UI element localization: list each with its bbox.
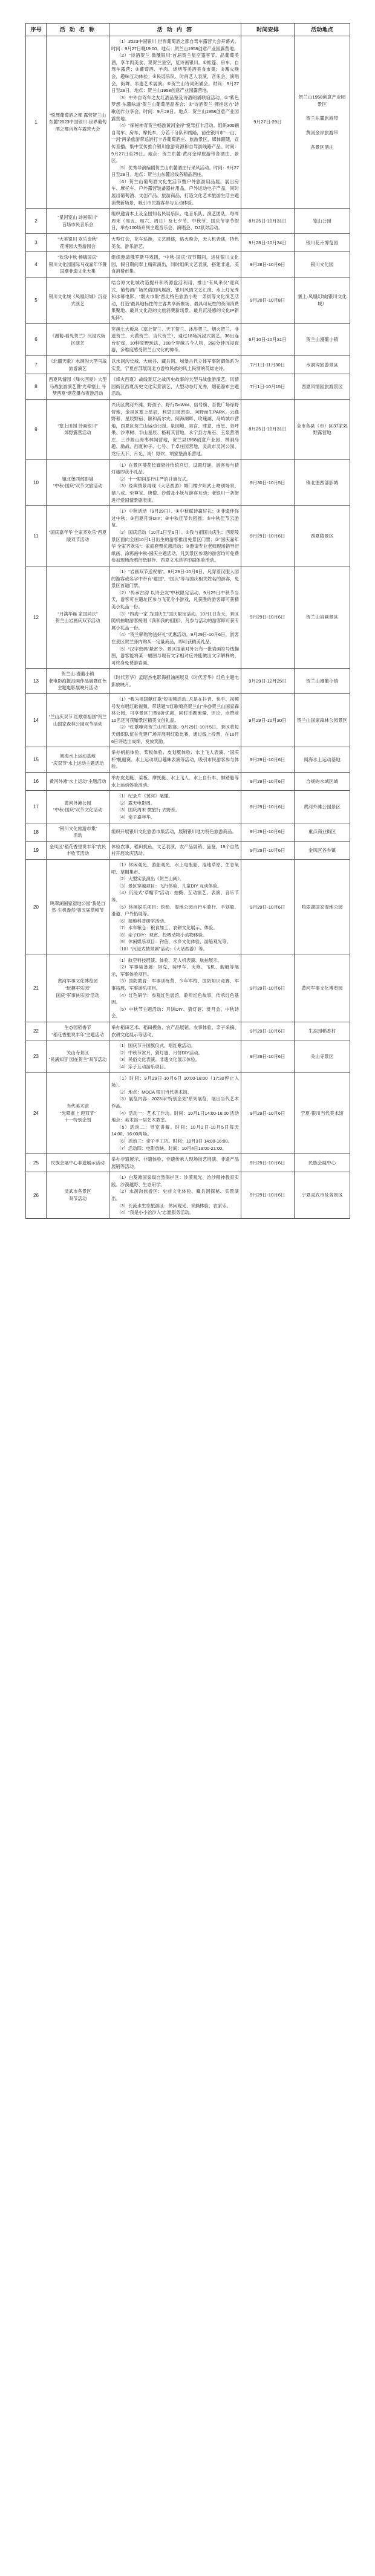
table-row xyxy=(26,566,350,668)
content-paragraph: （1）“我为祖国献红歌”短视频活动. 凡是在抖音、快手、视频号发布唱红歌视频，带话题“#红歌嘹亮贺兰山”并@贺兰山国家森林公园，可享景区门票8折优惠，同时话题流量、评论、点赞前10名还可获赠景区精美文创礼品。 xyxy=(111,696,239,723)
table-row xyxy=(26,323,350,355)
activity-time: 9月28日-10月6日 xyxy=(241,252,295,277)
content-paragraph: （2）大型实景演出《贺兰山阙》。 xyxy=(117,876,184,882)
content-paragraph: （4）亲子互动游乐项目。 xyxy=(117,1063,169,1069)
table-row xyxy=(26,209,350,234)
content-paragraph: （4）沉浸式“草帽节”活动：拍摄、互动演艺、表演、音乐节等。 xyxy=(111,890,239,903)
row-index: 14 xyxy=(26,694,47,747)
content-paragraph: （3）“四海一家 为国庆生”国庆限定活动。10月1日当天，景区随机抽取游客接唱《我和我的祖国》，凡参与活动的游客即可获专属小礼品一份。 xyxy=(111,611,239,631)
row-index: 7 xyxy=(26,355,47,374)
content-paragraph: 结合原文化城改造提升和资源盘活利用，推出“有凤来仪”迎宾式、葡萄酒广场民俗国风展演、银川风情文艺汇演、水上灯光秀和水幕电影、“烟火市集”西北特色旅游小吃一条街等文化演艺活动，打造“最具地标性的主客共享新聚场、最具可玩性的夜间消费集聚地、最具文化范的文旅消费新场景、最具沉浸感的文化IP新矩阵”。 xyxy=(111,280,239,320)
table-row xyxy=(26,669,350,694)
content-paragraph: （10）“沉浸式情景剧”活动：《大话西游》等。 xyxy=(117,946,207,952)
table-row xyxy=(26,234,350,252)
table-row xyxy=(26,1040,350,1072)
activity-content xyxy=(109,841,241,859)
place-entry: 塞上·凤凰幻城(银川文化城） xyxy=(298,294,347,307)
activity-name: 黄河军事文化博览园 “玩趣军乐园” 国庆“军事快乐园”活动 xyxy=(47,955,109,1022)
activity-time: 9月29日-10月6日 xyxy=(241,859,295,955)
activity-content xyxy=(109,234,241,252)
content-paragraph: （4）亲子嘉年华。 xyxy=(117,814,155,820)
activity-name: 灵武市各景区 双节活动 xyxy=(47,1172,109,1219)
activity-content xyxy=(109,36,241,209)
activity-place xyxy=(295,1022,350,1040)
content-paragraph: （2）露天电影周。 xyxy=(117,800,155,806)
row-index: 25 xyxy=(26,1154,47,1172)
activity-time: 9月20日-10月8日 xyxy=(241,277,295,324)
table-row xyxy=(26,252,350,277)
content-paragraph: 以水洞沟长城、大峡谷、藏兵洞、城堡古代立体军事防御体系为实景，宁夏首部展现北方游牧民族的风土民情的英雄史诗。 xyxy=(111,358,239,371)
activity-time: 9月29日-10月6日 xyxy=(241,506,295,566)
activity-place xyxy=(295,323,350,355)
activity-name: “悦驾葡萄酒之都 露营贺兰山东麓”2023中国银川·世界葡萄酒之都自驾车露营大会 xyxy=(47,36,109,209)
activity-name: “兰山庆双节 红歌颂祖国”贺兰山国家森林公园双节活动 xyxy=(47,694,109,747)
content-paragraph: 举办帆船体验、桨板体验、皮划艇体验、水上飞人表演、“国庆杯”帆船赛、水上运动项目趣味表演等活动，吸引市民游客参与体验。 xyxy=(111,750,239,770)
activity-content xyxy=(109,355,241,374)
content-paragraph: （5）“汉字密码”悬赏令。景区提前对外公布一批岩画符号线描图，游客能将某一幅图与现有文字相对应并能做出文字解释的，可终身免费游岩画。 xyxy=(111,646,239,666)
content-paragraph: （1）中秋活动（9月29日）。①中秋赋诗赢好礼；②非遗伴你过中秋；③西夏月饼DIY；④中秋佳节共团圆；⑤中秋佳节云游览。 xyxy=(111,508,239,528)
activity-name: 民族会展中心非遗展示活动 xyxy=(47,1154,109,1172)
activity-content xyxy=(109,1040,241,1072)
content-paragraph: （4）活动一：艺术工作坊。时间：10月1日14:00-16:00 活动地点：美术馆一层艺术教室。 xyxy=(111,1110,239,1123)
activity-place xyxy=(295,399,350,459)
table-row xyxy=(26,277,350,324)
content-paragraph: （3）景区穿越项目：飞行体验、儿童DIY 互动体验。 xyxy=(117,883,222,889)
activity-name: 黄河外滩公园 “中秋-国庆”双节文化活动 xyxy=(47,791,109,823)
row-index: 20 xyxy=(26,859,47,955)
content-paragraph: 《烽火西夏》战线夏辽之战历史故事的大型马战旅游演艺，风情园街区西夏历史文化实景演艺，大型动态灯光秀，烟花瀑布主题活动。 xyxy=(111,377,239,397)
place-entry: 鸣翠湖国家湿地公园 xyxy=(301,904,343,910)
activity-name: 《北疆天歌》水洞沟大型马战旅游演艺 xyxy=(47,355,109,374)
activity-content xyxy=(109,859,241,955)
content-paragraph: （4）红色研学：参观红色展馆，聆听红色故事，传承红色基因。 xyxy=(111,992,239,1005)
table-row xyxy=(26,791,350,823)
row-index: 16 xyxy=(26,773,47,791)
activity-content xyxy=(109,374,241,400)
content-paragraph: （3）经典情景再现《大话西游》城门楼夕阳武士吻别场景，猪八戒、至尊宝、唐僧、沙僧及小妖与游客互动；老银川一条街进行爱国情景剧表演。 xyxy=(111,483,239,503)
activity-content xyxy=(109,252,241,277)
activity-place xyxy=(295,1040,350,1072)
table-row xyxy=(26,859,350,955)
content-paragraph: （2）国庆活动（10月1日至6日）。①我与祖国共庆生：西夏陵景区面向全国10月1日出生的游客推出免景区门票；②“国庆嘉年华 全家齐欢乐”：家庭套票优惠活动；③邀请专业老师现场指导衍纸画、涂鸦画中秋-国庆主题活动，凡到景区参观的游客均可免费参加现场涂鸦衍纸制作、西夏文木活字印刷体验活动。 xyxy=(111,530,239,563)
content-paragraph: （2）军事装备展：坦克、装甲车、火炮、飞机、舰艇等展示，军事体验项目。 xyxy=(111,964,239,977)
table-body xyxy=(26,36,350,1219)
activity-content xyxy=(109,747,241,773)
activity-name: “大美银川 欢乐金秋” 花博园大型游园会 xyxy=(47,234,109,252)
row-index: 24 xyxy=(26,1072,47,1154)
content-paragraph: 组织邀请本土及全国知名民谣乐队、电音乐队、演艺团队，每周周末（周五、周六、周日）及七夕节、中秋节、国庆节等节假日，举办100场系列主题音乐会、演唱会、DJ派对活动。 xyxy=(111,211,239,231)
row-index: 15 xyxy=(26,747,47,773)
row-index: 19 xyxy=(26,841,47,859)
table-row xyxy=(26,1022,350,1040)
activity-time: 9月29日-10月6日 xyxy=(241,955,295,1022)
activity-name: 黄河外滩“水上运动”主题活动 xyxy=(47,773,109,791)
place-entry: 水洞沟旅游景区 xyxy=(305,362,339,368)
activity-time: 9月29日-12月25日 xyxy=(241,669,295,694)
place-entry: 贺兰山岩画景区 xyxy=(305,614,339,620)
activity-content xyxy=(109,323,241,355)
table-row xyxy=(26,506,350,566)
activity-content xyxy=(109,791,241,823)
activity-time: 9月29日-10月6日 xyxy=(241,1172,295,1219)
content-paragraph: （6）活动三：亲子手工坊。时间：10月3日 14:00-16:00。 xyxy=(117,1138,232,1144)
activity-time: 9月29日-10月6日 xyxy=(241,1040,295,1072)
activity-name: “银川文化旅游市集” 活动 xyxy=(47,823,109,841)
activity-place xyxy=(295,234,350,252)
activity-name: “星河览山 诗画银川” 百场市民音乐会 xyxy=(47,209,109,234)
activity-place xyxy=(295,252,350,277)
content-paragraph: （9）休闲娱乐项目：钓鱼、水乡文化体验、游船观光等。 xyxy=(117,939,231,945)
content-paragraph: 举办非遗展示、非遗体验、非遗传承人现场技艺展演、非遗产品展销等活动。 xyxy=(111,1157,239,1169)
content-paragraph: 兴庆区黄河外滩、野孩子、野行GoWild、信号旗、吾悦广场绿野营地，金凤区塞上星辰、利思田园密语、向野而生PARK、云逸野奢、星辰野宿、颐和高尔夫、阅海湖畔、玫瑰湖、岛屿城市营地，西夏区贺兰山运动公园、泉园地、昊宫、肆意、南星、青坪果、沙枣树、半山星辰、格莉其营地，永宁县方角石、玉泉营酒庄、三沙源山海枣林间营地，贺兰县1958创意产业园、林涧岛趣、励战、西夏种子、七号、千卓庄园营地，灵武市灵河公园、龙行天下、月光、海！野炊、胡家堡渔乐营地。 xyxy=(111,401,239,457)
row-index: 13 xyxy=(26,669,47,694)
row-index: 2 xyxy=(26,209,47,234)
content-paragraph: （1）白芨滩国家级自然保护区：沙漠观光、治沙精神教育实践、沙漠越野、生态研学。 xyxy=(111,1175,239,1187)
activity-time: 9月29日-10月6日 xyxy=(241,791,295,823)
activity-time: 6月10日-10月31日 xyxy=(241,323,295,355)
row-index: 23 xyxy=(26,1040,47,1072)
place-entry: 各景区酒庄 xyxy=(310,144,334,150)
table-row xyxy=(26,36,350,209)
activity-place xyxy=(295,209,350,234)
activity-name: “塞上田园 诗画银川” 郊野露营活动 xyxy=(47,399,109,459)
column-header-time: 时间安排 xyxy=(241,24,295,36)
place-entry: 镇北堡西部影城 xyxy=(305,479,339,485)
content-paragraph: （2）十一期间举行庄严的升旗仪式。 xyxy=(117,476,191,482)
activity-name: 银川文化城《凤凰幻城》沉浸式演艺 xyxy=(47,277,109,324)
place-entry: 贺兰山漫葡小镇 xyxy=(305,336,339,342)
table-row xyxy=(26,747,350,773)
activity-time: 9月27日-29日 xyxy=(241,36,295,209)
activity-time: 9月29日-10月6日 xyxy=(241,823,295,841)
content-paragraph: （1）国庆节升国旗仪式、唱红歌活动。 xyxy=(117,1043,195,1049)
column-header-place: 活动地点 xyxy=(295,24,350,36)
content-paragraph: 组织邀请俄罗斯马戏团，“中秋-国庆”双节期间，进驻银川文化园，假日期间奉上精彩演出，同时组织文艺表演，搭建非遗、美食消费市集。 xyxy=(111,255,239,274)
row-index: 5 xyxy=(26,277,47,324)
column-header-no: 序号 xyxy=(26,24,47,36)
content-paragraph: （5）优秀导演编剧贺兰山东麓酒庄行采风活动。时间：9月27日至29日。地点：贺兰山东麓沿线各精品酒庄。 xyxy=(111,164,239,178)
activity-place xyxy=(295,669,350,694)
place-entry: 西夏风情园旅游景区 xyxy=(301,383,343,389)
row-index: 3 xyxy=(26,234,47,252)
row-index: 9 xyxy=(26,399,47,459)
table-row xyxy=(26,694,350,747)
activity-time: 9月28日-10月24日 xyxy=(241,234,295,252)
table-header-row xyxy=(26,24,350,36)
activity-name: 阅海水上运动基地 “庆双节”水上运动主题活动 xyxy=(47,747,109,773)
activity-content xyxy=(109,399,241,459)
activity-content xyxy=(109,694,241,747)
content-paragraph: （1）时间：9月29日-10月6日 10:00-18:00（17:30停止入场）。 xyxy=(111,1075,239,1088)
content-paragraph: 举办稻田艺术、稻田摸鱼、农产品展销、农事体验、亲子采摘、农耕文化展示等活动。 xyxy=(111,1025,239,1037)
content-paragraph: （6）贺兰山葡萄酒文化生活节暨户外旅游用品展。展出房车、摩托车、户外露营装备器材用品，户外运动电子产品，同时展出葡萄酒、文创产品、旅游商品，打造文化艺术旅游生活主题消费新场景，吸引市民游客参与互动体验。 xyxy=(111,178,239,206)
activity-time: 9月29日-10月6日 xyxy=(241,841,295,859)
content-paragraph: （4）“我是小小治沙人”志愿服务活动。 xyxy=(117,1210,194,1216)
content-paragraph: （1）休闲观光、游船观光、水上电瓶船、湿地草原、生态氧吧、草帽集市。 xyxy=(111,861,239,875)
activity-name: 当代美术馆 “光晕塞上 迎双节” 十一特别企划 xyxy=(47,1072,109,1154)
activity-time: 9月29日-10月6日 xyxy=(241,566,295,668)
document-page xyxy=(0,0,375,1243)
content-paragraph: （3）长流水生态旅游区：休闲观光、采摘体验、农家乐。 xyxy=(117,1202,231,1209)
place-entry: 贺兰山漫葡小镇 xyxy=(305,678,339,684)
activity-place xyxy=(295,1154,350,1172)
content-paragraph: （6）湿地科普研学活动。 xyxy=(117,918,169,924)
activity-name: 镇北堡西部影城 “中秋-国庆”双节文旅活动 xyxy=(47,459,109,506)
activity-place xyxy=(295,955,350,1022)
place-entry: 银川花卉博览园 xyxy=(305,239,339,245)
table-row xyxy=(26,841,350,859)
activity-time: 9月29日-10月6日 xyxy=(241,1022,295,1040)
activity-name: “欢乐中秋 畅嗨国庆” 银川文化园国际马戏嘉年华暨国潮非遗文化大集 xyxy=(47,252,109,277)
content-paragraph: （2）“诗酒贺兰 微醺银川”首届贺兰星空篷客节。品葡萄美酒，享羊肉美食，观贺兰星空，览诗画银川。①帐篷、房车、自驾车露营；②葡萄酒、羊肉、烧烤等美酒美食市集；③篝火晚会，趣味互动体验；④民谣乐队、时尚艺人表演，音乐会、演唱会，街舞、非遗艺术展演；⑤贺兰山诗词朗诵会。时间：9月27日至29日。地点：贺兰山1958创意产业园露营地。 xyxy=(111,53,239,94)
activity-place xyxy=(295,694,350,747)
content-paragraph: （1）航空科技展演、体验、无人机表演、航拍展示。 xyxy=(117,957,223,963)
table-row xyxy=(26,374,350,400)
activity-place xyxy=(295,1172,350,1219)
activity-place xyxy=(295,36,350,209)
content-paragraph: （1）2023中国银川·世界葡萄酒之都自驾车露营大会开幕式。时间：9月27日晚19:00。地点：贺兰山1958创意产业园露营地。 xyxy=(111,39,239,51)
activity-content xyxy=(109,277,241,324)
content-paragraph: 组织开展银川文化旅游市集活动，展销银川地方特色旅游商品。 xyxy=(111,829,236,835)
content-paragraph: （7）活动四：电影放映。时间：10月4日19:00-21:00。 xyxy=(117,1145,227,1151)
place-entry: 贺兰山国家森林公园景区 xyxy=(296,717,348,723)
place-entry: 宁夏·银川当代美术馆 xyxy=(301,1110,344,1116)
table-row xyxy=(26,459,350,506)
activity-place xyxy=(295,823,350,841)
activity-place xyxy=(295,277,350,324)
row-index: 22 xyxy=(26,1022,47,1040)
table-row xyxy=(26,773,350,791)
place-entry: 黄河外滩公园景区 xyxy=(304,803,341,809)
activity-content xyxy=(109,1154,241,1172)
table-row xyxy=(26,955,350,1022)
activity-content xyxy=(109,1172,241,1219)
content-paragraph: 穿越七大板块（塞上贺兰、天下贺兰、沐浴贺兰、烟火贺兰、非遗贺兰、大漠贺兰、当代贺兰），通过18场沉浸式演艺，36出连台好戏，10种狂野玩法，168个穿越古今人物，268分钟沉浸夜游，多维度感受贺兰山文化的神奇。 xyxy=(111,326,239,353)
activity-schedule-table xyxy=(25,23,350,1219)
place-entry: 黄河金岸旅游带 xyxy=(305,129,339,135)
activity-time: 9月29日-10月6日 xyxy=(241,1154,295,1172)
content-paragraph: （4）“探秘神奇贺兰畅游黄河金岸”悦驾打卡活动。组织300辆自驾车、房车、摩托车，分若干分队和线路，前往银川市“一山、一河”两条旅游带巡游打卡各葡萄酒庄、旅游景区，媒体跟随，宣传直播，集中宣传推介银川旅游资源和自驾游线路产品。时间：9月27日至29日。地点：贺兰东麓-黄河金岸旅游带各酒庄、景区。 xyxy=(111,123,239,164)
activity-place xyxy=(295,459,350,506)
activity-name: 《漫葡·看见贺兰》沉浸式街区演艺 xyxy=(47,323,109,355)
table-row xyxy=(26,355,350,374)
content-paragraph: （3）中外自驾车之友红酒品鉴及诗酒朗诵联谊活动。①“紫色梦想·东麓味道”贺兰山葡萄酒品鉴会；②“诗酒贺兰·拥抱远方”诗歌创作分享会。时间：9月28日。地点：贺兰山1958创意产业园露营地。 xyxy=(111,94,239,122)
place-entry: 宁夏灵武市及各景区 xyxy=(301,1192,343,1198)
activity-place xyxy=(295,355,350,374)
content-paragraph: （5）中秋节主题活动：月饼DIY、猜灯谜、赏月会、中秋诗会。 xyxy=(111,1006,239,1019)
row-index: 8 xyxy=(26,374,47,400)
activity-time: 8月25日-10月31日 xyxy=(241,209,295,234)
content-paragraph: （2）“传承古韵 以诗会友”中秋限定活动。9月29日中秋节当天，游客可在遗址区参与飞花令小游戏，凡获胜的游客即可获精美小礼品一份。 xyxy=(111,589,239,609)
place-entry: 览山公园 xyxy=(313,218,331,224)
table-head xyxy=(26,24,350,36)
activity-name: “国庆嘉年华 全家齐欢乐”西夏陵双节活动 xyxy=(47,506,109,566)
activity-time: 7月1日-10月15日 xyxy=(241,374,295,400)
content-paragraph: （2）地点：MOCA 银川当代美术馆。 xyxy=(117,1089,192,1095)
content-paragraph: （2）水洞沟旅游区：史前文化体验、藏兵洞探秘、实景演出。 xyxy=(111,1189,239,1202)
activity-place xyxy=(295,791,350,823)
content-paragraph: （5）活动二：导览讲解。时间：10月2日-10月5日每天14:00、16:00两场。 xyxy=(111,1124,239,1137)
activity-time: 9月29日-10月6日 xyxy=(241,773,295,791)
place-entry: 银川文化园 xyxy=(310,261,334,267)
row-index: 26 xyxy=(26,1172,47,1219)
content-paragraph: 大型灯会，花车巡游，文艺展演，焰火晚会，无人机表演，特色美食，游乐游艺。 xyxy=(111,236,239,249)
activity-time: 9月30日-10月5日 xyxy=(241,459,295,506)
row-index: 17 xyxy=(26,791,47,823)
activity-time: 7月1日-11月30日 xyxy=(241,355,295,374)
content-paragraph: （8）亲子DIY：观赏、投喂动物小动物体验。 xyxy=(117,932,207,938)
activity-place xyxy=(295,1072,350,1154)
activity-name: 贺兰山·漫葡小镇 老电影海报油画作品展暨红色主题电影展映月活动 xyxy=(47,669,109,694)
activity-name: 生态园稻香节 “稻花香里说丰年”主题活动 xyxy=(47,1022,109,1040)
content-paragraph: （3）展览内容：2023年“特别企划”系列展览，展出当代艺术作品。 xyxy=(111,1096,239,1109)
row-index: 4 xyxy=(26,252,47,277)
content-paragraph: 体验农事，稻田捉鱼，文艺表演，农产品展销、品鉴，19个自然村开展欢庆活动。 xyxy=(111,843,239,857)
place-entry: 民族会展中心 xyxy=(308,1160,336,1166)
activity-place xyxy=(295,747,350,773)
table-row xyxy=(26,823,350,841)
activity-content xyxy=(109,209,241,234)
content-paragraph: （3）国防教育：军事训练营、少年军校、国防知识竞赛、军事拓展、军事游乐项目。 xyxy=(111,978,239,991)
activity-name: 西夏风情园《烽火西夏》大型马战旅游演艺暨“光晕塞上 寻梦西夏”烟花瀑布夜游活动 xyxy=(47,374,109,400)
place-entry: 关山寺景区 xyxy=(310,1053,334,1059)
content-paragraph: （3）国庆周末 微旅行 去野系。 xyxy=(117,807,180,813)
content-paragraph: （2）中秋节赏月、猜灯谜、月饼DIY活动。 xyxy=(117,1050,203,1056)
table-row xyxy=(26,1072,350,1154)
content-paragraph: （3）民俗文化表演、非遗文化展示体验。 xyxy=(117,1057,200,1063)
activity-content xyxy=(109,669,241,694)
activity-content xyxy=(109,773,241,791)
column-header-content: 活 动 内 容 xyxy=(109,24,241,36)
content-paragraph: （7）水车粮仓：粮食加工、农耕文化展示、体验。 xyxy=(117,925,218,931)
place-entry: 黄河军事文化博览园 xyxy=(301,985,343,991)
place-entry: 贺兰东麓旅游带 xyxy=(305,115,339,122)
content-paragraph: （4）“贺兰驿购物送好礼”优惠活动。9月29日-10月6日，游客在景区贺兰驿内购买一定量商品，即可获精美礼品。 xyxy=(111,632,239,644)
place-entry: 阅海水上运动基地 xyxy=(304,756,341,762)
table-row xyxy=(26,1172,350,1219)
activity-place xyxy=(295,566,350,668)
activity-place xyxy=(295,859,350,955)
activity-name: 金凤区“稻花香里说丰年”农民丰收节活动 xyxy=(47,841,109,859)
content-paragraph: （1）纪录片《黄河》展播。 xyxy=(117,793,173,799)
place-entry: 金凤区各乡镇 xyxy=(308,847,336,853)
row-index: 18 xyxy=(26,823,47,841)
content-paragraph: （5）休闲娱乐项目：钓鱼、湿地公园自行车骑行、手划船、滑道、户外拓展等。 xyxy=(111,904,239,917)
content-paragraph: （1）“岩画双节送祝福”。9月29日-10月6日，凡穿着汉服入园的游客或名字中带有“建国”、“国庆”等与国庆相关姓名的游客，免景区首道门票。 xyxy=(111,568,239,589)
row-index: 11 xyxy=(26,506,47,566)
activity-place xyxy=(295,773,350,791)
activity-time: 8月25日-10月31日 xyxy=(241,399,295,459)
place-entry: 西夏陵景区 xyxy=(310,533,334,539)
activity-name: “月满华诞 家国同庆” 贺兰山岩画庆双节活动 xyxy=(47,566,109,668)
activity-content xyxy=(109,823,241,841)
place-entry: 贺兰山1958创意产业园景区 xyxy=(298,94,346,107)
activity-place xyxy=(295,374,350,400)
row-index: 1 xyxy=(26,36,47,209)
place-entry: 合规的水域区域 xyxy=(305,778,339,784)
row-index: 21 xyxy=(26,955,47,1022)
place-entry: 重点商业街区 xyxy=(308,829,336,835)
content-paragraph: （1）在景区葵花长廊悬挂传统宫灯，设置灯谜，游客参与猜灯谜即获小礼品。 xyxy=(111,462,239,475)
activity-place xyxy=(295,841,350,859)
activity-name: 鸣翠湖国家湿地公园“我是自然·生机盎然”第五届草帽节 xyxy=(47,859,109,955)
activity-time: 9月29日-10月6日 xyxy=(241,747,295,773)
table-row xyxy=(26,1154,350,1172)
place-entry: 生态园稻香村 xyxy=(308,1028,336,1034)
content-paragraph: 《时代芳华》孟昭杰电影海报油画展及《时代芳华》红色主题电影放映月。 xyxy=(111,675,239,687)
column-header-name: 活 动 名 称 xyxy=(47,24,109,36)
row-index: 6 xyxy=(26,323,47,355)
place-entry: 全市各县（市）区37家郊野露营地 xyxy=(296,423,348,436)
table-row xyxy=(26,399,350,459)
row-index: 12 xyxy=(26,566,47,668)
activity-time: 9月29日-10月6日 xyxy=(241,1072,295,1154)
activity-time: 9月29日-10月30日 xyxy=(241,694,295,747)
activity-place xyxy=(295,506,350,566)
activity-content xyxy=(109,566,241,668)
content-paragraph: （2）“红歌嘹亮贺兰山”红歌赛。9月29日-10月5日，景区将每天组织队伍在党建广场开展唱红歌比赛，通过线上投票，在10月6日评选出成绩，发放奖励。 xyxy=(111,724,239,744)
activity-content xyxy=(109,1072,241,1154)
activity-content xyxy=(109,1022,241,1040)
activity-content xyxy=(109,955,241,1022)
activity-content xyxy=(109,459,241,506)
activity-name: 关山寺景区 “民满知音 园在贺兰”双节活动 xyxy=(47,1040,109,1072)
activity-content xyxy=(109,506,241,566)
content-paragraph: 举办皮划艇、桨板、摩托艇、水上飞人、水上自行车、脚踏船等水上运动体验活动。 xyxy=(111,775,239,788)
row-index: 10 xyxy=(26,459,47,506)
